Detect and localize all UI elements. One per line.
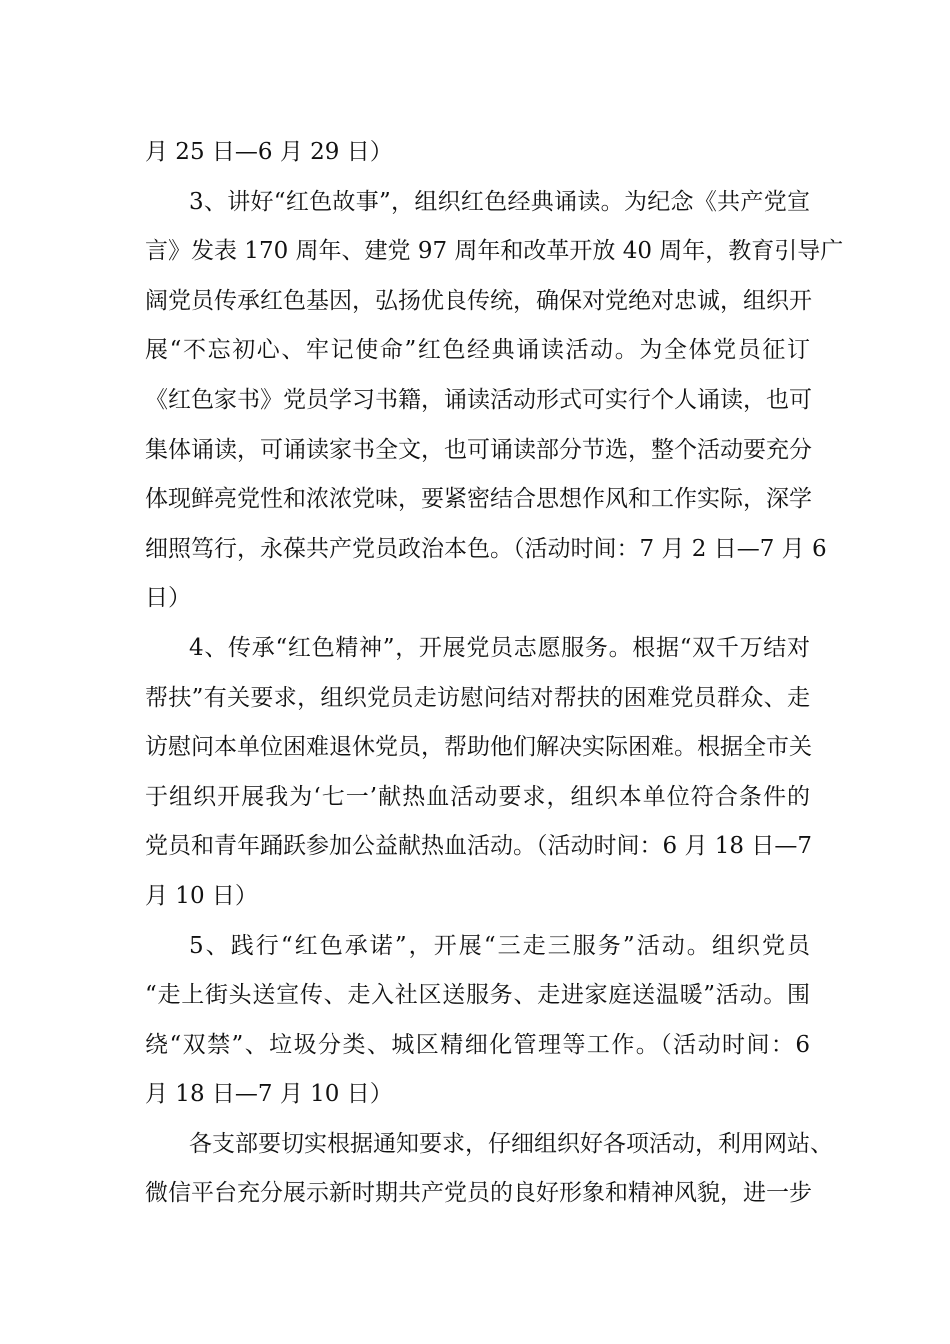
paragraph-line: 党员和青年踊跃参加公益献热血活动。（活动时间：6 月 18 日—7 [145, 833, 812, 860]
paragraph-line: 《红色家书》党员学习书籍，诵读活动形式可实行个人诵读，也可 [145, 386, 812, 413]
paragraph-line: 细照笃行，永葆共产党员政治本色。（活动时间：7 月 2 日—7 月 6 [145, 535, 827, 562]
paragraph-first-line: 4、传承“红色精神”，开展党员志愿服务。根据“双千万结对 [189, 634, 810, 661]
document-body-text [145, 128, 844, 1219]
paragraph-first-line: 5、践行“红色承诺”，开展“三走三服务”活动。组织党员 [189, 932, 810, 959]
paragraph-line: 于组织开展我为‘七一’献热血活动要求，组织本单位符合条件的 [145, 783, 810, 810]
paragraph-line: 月 10 日） [145, 882, 258, 909]
paragraph-line: 微信平台充分展示新时期共产党员的良好形象和精神风貌，进一步 [145, 1180, 812, 1207]
paragraph-line: 绕“双禁”、垃圾分类、城区精细化管理等工作。（活动时间：6 [145, 1031, 810, 1058]
paragraph-first-line: 3、讲好“红色故事”，组织红色经典诵读。为纪念《共产党宣 [189, 188, 810, 215]
paragraph-line: 阔党员传承红色基因，弘扬优良传统，确保对党绝对忠诚，组织开 [145, 287, 812, 314]
paragraph-line: 体现鲜亮党性和浓浓党味，要紧密结合思想作风和工作实际，深学 [145, 486, 812, 513]
paragraph-first-line: 各支部要切实根据通知要求，仔细组织好各项活动，利用网站、 [189, 1130, 833, 1157]
paragraph-line: 帮扶”有关要求，组织党员走访慰问结对帮扶的困难党员群众、走 [145, 684, 810, 711]
paragraph-line: 展“不忘初心、牢记使命”红色经典诵读活动。为全体党员征订 [145, 337, 810, 364]
paragraph-line: 访慰问本单位困难退休党员，帮助他们解决实际困难。根据全市关 [145, 734, 812, 761]
paragraph-line: 月 18 日—7 月 10 日） [145, 1081, 393, 1108]
paragraph-line: 言》发表 170 周年、建党 97 周年和改革开放 40 周年，教育引导广 [145, 238, 844, 265]
paragraph-line: 集体诵读，可诵读家书全文，也可诵读部分节选，整个活动要充分 [145, 436, 812, 463]
paragraph-line: 日） [145, 585, 191, 612]
paragraph-line: 月 25 日—6 月 29 日） [145, 139, 393, 165]
paragraph-line: “走上街头送宣传、走入社区送服务、走进家庭送温暖”活动。围 [145, 982, 810, 1009]
